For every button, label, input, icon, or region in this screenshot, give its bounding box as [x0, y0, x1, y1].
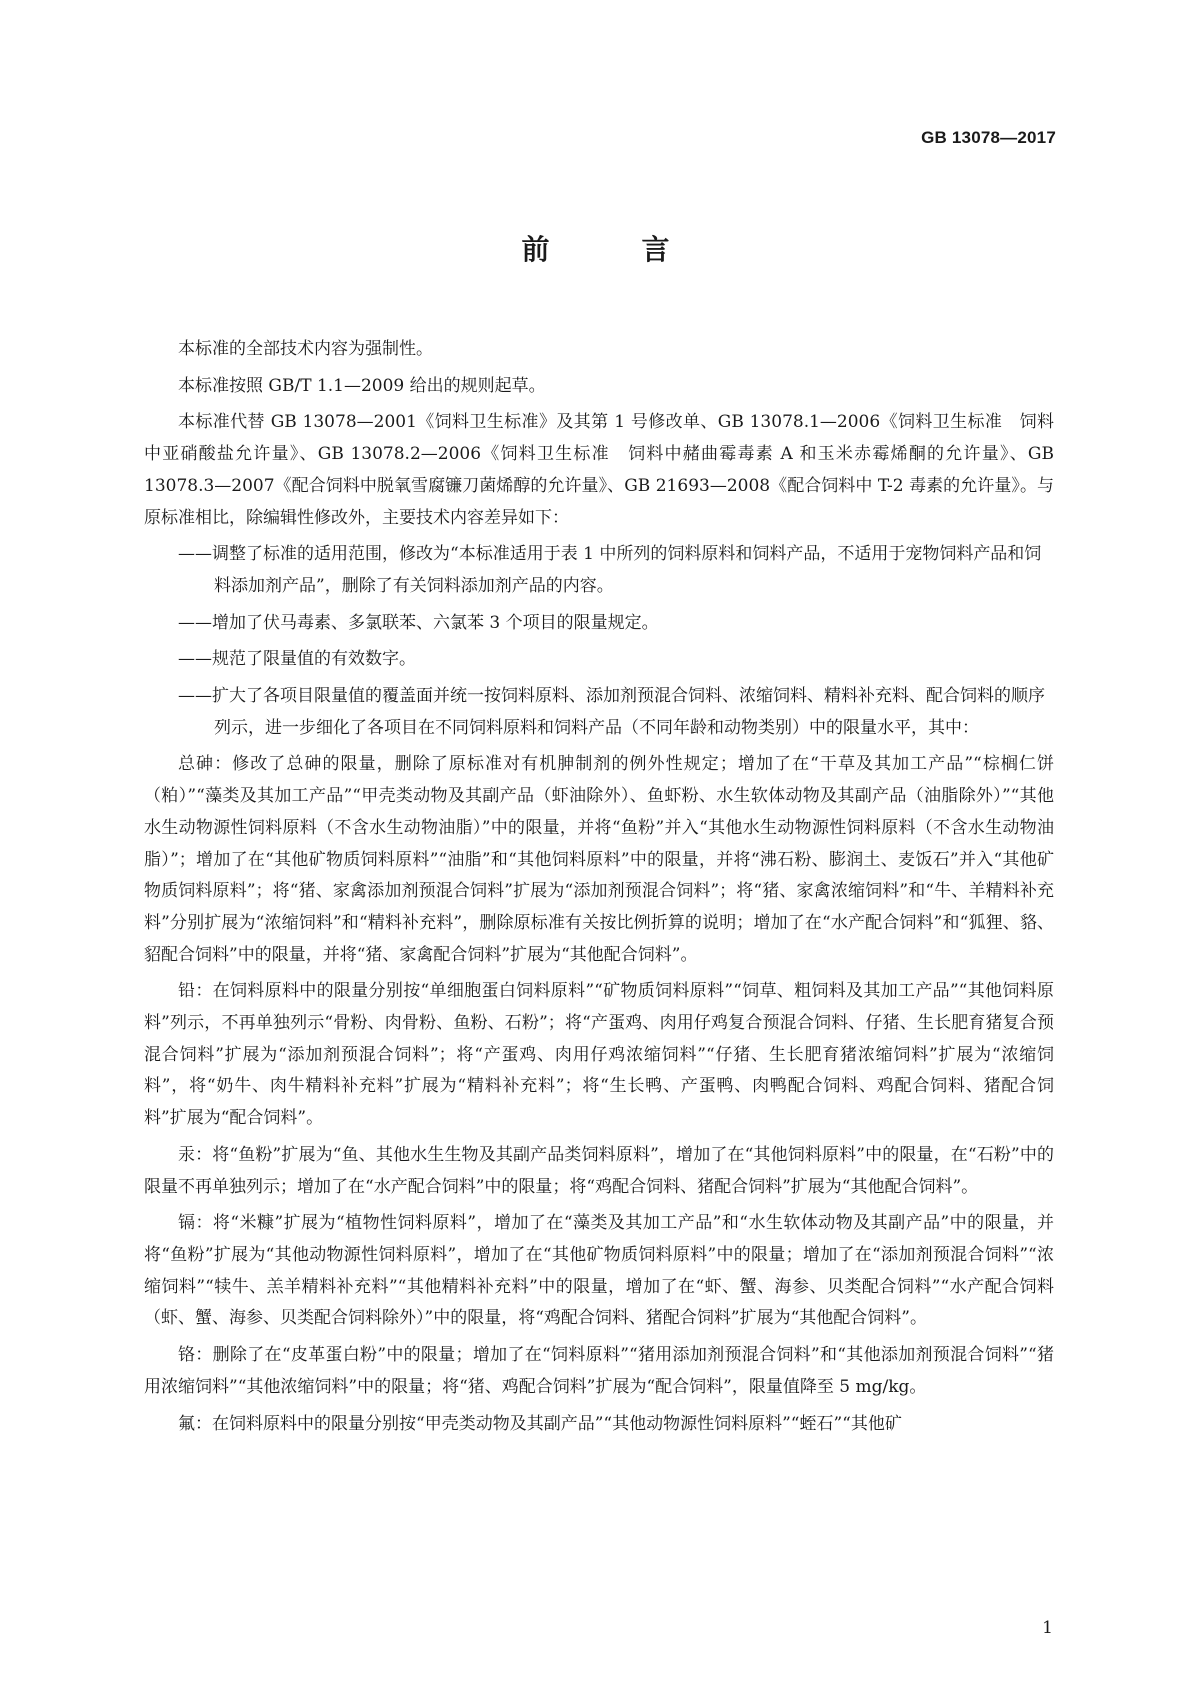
page-title: 前 言 — [521, 233, 702, 266]
detail-paragraph-cadmium: 镉：将“米糠”扩展为“植物性饲料原料”，增加了在“藻类及其加工产品”和“水生软体动物及其副产品”中的限量，并将“鱼粉”扩展为“其他动物源性饲料原料”，增加了在“其他矿物质饲料原料”中的限量；增加了在“添加剂预混合饲料”“浓缩饲料”“犊牛、羔羊精料补充料”“其他精料补充料”中的限量，增加了在“虾、蟹、海参、贝类配合饲料”“水产配合饲料（虾、蟹、海参、贝类配合饲料除外）”中的限量，将“鸡配合饲料、猪配合饲料”扩展为“其他配合饲料”。 — [144, 1213, 1054, 1329]
detail-paragraph-mercury: 汞：将“鱼粉”扩展为“鱼、其他水生生物及其副产品类饲料原料”，增加了在“其他饲料原料”中的限量，在“石粉”中的限量不再单独列示；增加了在“水产配合饲料”中的限量；将“鸡配合饲料、猪配合饲料”扩展为“其他配合饲料”。 — [144, 1144, 1054, 1197]
detail-paragraph-fluorine: 氟：在饲料原料中的限量分别按“甲壳类动物及其副产品”“其他动物源性饲料原料”“蛭石”“其他矿 — [178, 1413, 902, 1434]
detail-paragraph-lead: 铅：在饲料原料中的限量分别按“单细胞蛋白饲料原料”“矿物质饲料原料”“饲草、粗饲料及其加工产品”“其他饲料原料”列示，不再单独列示“骨粉、肉骨粉、鱼粉、石粉”；将“产蛋鸡、肉用仔鸡复合预混合饲料、仔猪、生长肥育猪复合预混合饲料”扩展为“添加剂预混合饲料”；将“产蛋鸡、肉用仔鸡浓缩饲料”“仔猪、生长肥育猪浓缩饲料”扩展为“浓缩饲料”，将“奶牛、肉牛精料补充料”扩展为“精料补充料”；将“生长鸭、产蛋鸭、肉鸭配合饲料、鸡配合饲料、猪配合饲料”扩展为“配合饲料”。 — [144, 981, 1054, 1129]
detail-paragraph-chromium: 铬：删除了在“皮革蛋白粉”中的限量；增加了在“饲料原料”“猪用添加剂预混合饲料”和“其他添加剂预混合饲料”“猪用浓缩饲料”“其他浓缩饲料”中的限量；将“猪、鸡配合饲料”扩展为“配合饲料”，限量值降至 5 mg/kg。 — [144, 1345, 1054, 1397]
change-item-coverage: ——扩大了各项目限量值的覆盖面并统一按饲料原料、添加剂预混合饲料、浓缩饲料、精料补充料、配合饲料的顺序列示，进一步细化了各项目在不同饲料原料和饲料产品（不同年龄和动物类别）中的限量水平，其中： — [178, 686, 1045, 738]
change-item-scope: ——调整了标准的适用范围，修改为“本标准适用于表 1 中所列的饲料原料和饲料产品，不适用于宠物饲料产品和饲料添加剂产品”，删除了有关饲料添加剂产品的内容。 — [178, 544, 1042, 596]
change-item-significant-figures: ——规范了限量值的有效数字。 — [178, 649, 416, 670]
change-item-new-items: ——增加了伏马毒素、多氯联苯、六氯苯 3 个项目的限量规定。 — [178, 612, 659, 633]
detail-paragraph-arsenic: 总砷：修改了总砷的限量，删除了原标准对有机胂制剂的例外性规定；增加了在“干草及其加工产品”“棕榈仁饼（粕）”“藻类及其加工产品”“甲壳类动物及其副产品（虾油除外）、鱼虾粉、水生软体动物及其副产品（油脂除外）”“其他水生动物源性饲料原料（不含水生动物油脂）”中的限量，并将“鱼粉”并入“其他水生动物源性饲料原料（不含水生动物油脂）”；增加了在“其他矿物质饲料原料”“油脂”和“其他饲料原料”中的限量，并将“沸石粉、膨润土、麦饭石”并入“其他矿物质饲料原料”；将“猪、家禽添加剂预混合饲料”扩展为“添加剂预混合饲料”；将“猪、家禽浓缩饲料”和“牛、羊精料补充料”分别扩展为“浓缩饲料”和“精料补充料”，删除原标准有关按比例折算的说明；增加了在“水产配合饲料”和“狐狸、貉、貂配合饲料”中的限量，并将“猪、家禽配合饲料”扩展为“其他配合饲料”。 — [144, 754, 1054, 965]
page-number: 1 — [1042, 1618, 1053, 1638]
paragraph-replaced-standards: 本标准代替 GB 13078—2001《饲料卫生标准》及其第 1 号修改单、GB 13078.1—2006《饲料卫生标准 饲料中亚硝酸盐允许量》、GB 13078.2—2006《饲料卫生标准 饲料中赭曲霉毒素 A 和玉米赤霉烯酮的允许量》、GB 13078.3—2007《配合饲料中脱氧雪腐镰刀菌烯醇的允许量》、GB 21693—2008《配合饲料中 T-2 毒素的允许量》。与原标准相比，除编辑性修改外，主要技术内容差异如下： — [144, 412, 1054, 528]
standard-code: GB 13078—2017 — [921, 128, 1056, 147]
document-body — [144, 334, 1054, 1445]
paragraph-mandatory-statement: 本标准的全部技术内容为强制性。 — [178, 339, 433, 359]
paragraph-drafting-rules: 本标准按照 GB/T 1.1—2009 给出的规则起草。 — [178, 375, 546, 396]
